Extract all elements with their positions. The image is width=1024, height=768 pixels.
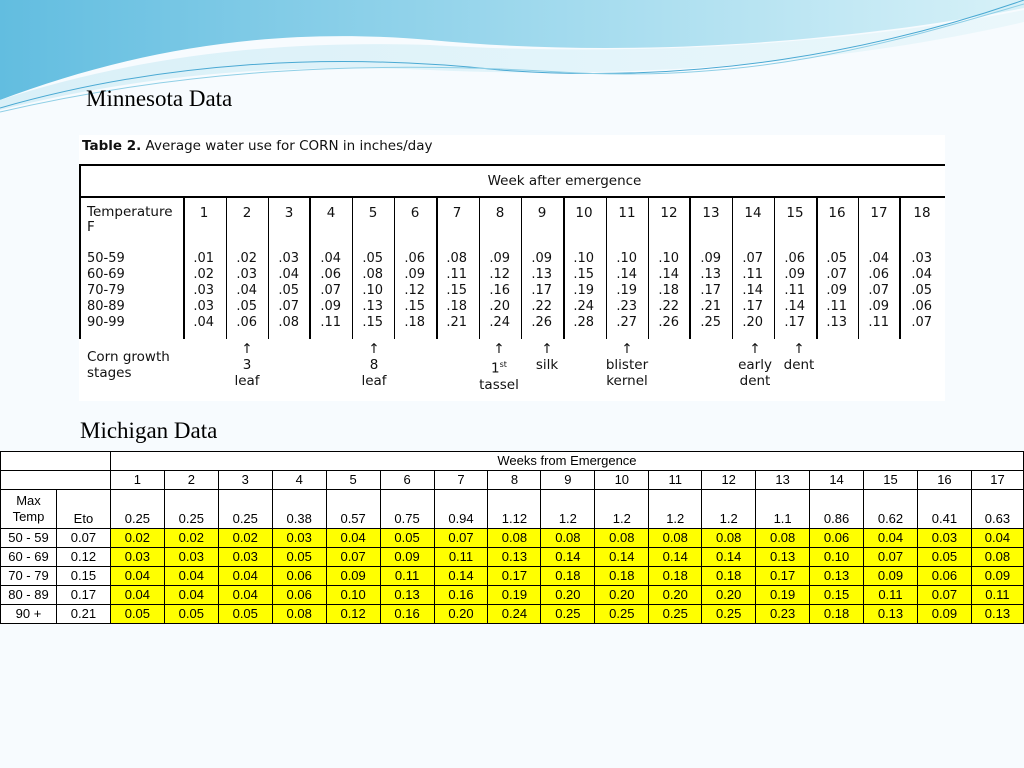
- week-header: 10: [595, 471, 649, 490]
- week-header: 13: [756, 471, 810, 490]
- table-rule-top: [79, 164, 945, 166]
- water-use-cell: 0.17: [756, 567, 810, 586]
- water-use-value: .18: [404, 315, 425, 330]
- water-use-cell: 0.14: [649, 548, 702, 567]
- stage-early-dent: ↑ early dent: [738, 341, 772, 389]
- water-use-cell: 0.02: [110, 529, 164, 548]
- water-use-value: .15: [362, 315, 383, 330]
- water-use-cell: 0.09: [380, 548, 434, 567]
- water-use-cell: 0.13: [971, 605, 1023, 624]
- water-use-cell: 0.08: [649, 529, 702, 548]
- water-use-value: .05: [278, 283, 299, 298]
- water-use-value: .23: [616, 299, 637, 314]
- water-use-value: .17: [784, 315, 805, 330]
- water-use-cell: 0.23: [756, 605, 810, 624]
- water-use-value: .14: [616, 267, 637, 282]
- week-header: 1: [199, 205, 209, 221]
- week-values-column: [607, 251, 637, 331]
- max-temp-range: 60 - 69: [1, 548, 57, 567]
- water-use-cell: 0.14: [434, 567, 488, 586]
- water-use-cell: 0.02: [164, 529, 218, 548]
- week-header: 6: [410, 205, 420, 221]
- max-temp-range: 50 - 59: [1, 529, 57, 548]
- caption-bold: Table 2.: [82, 138, 142, 154]
- weekly-eto-value: 0.25: [218, 490, 272, 529]
- water-use-value: .07: [868, 283, 889, 298]
- water-use-value: .21: [446, 315, 467, 330]
- eto-value: 0.07: [56, 529, 110, 548]
- weekly-eto-value: 1.1: [756, 490, 810, 529]
- water-use-cell: 0.06: [272, 567, 326, 586]
- week-header: 9: [541, 471, 595, 490]
- water-use-cell: 0.08: [971, 548, 1023, 567]
- week-header: 6: [380, 471, 434, 490]
- week-header: 4: [326, 205, 336, 221]
- water-use-value: .26: [658, 315, 679, 330]
- weekly-eto-value: 0.57: [326, 490, 380, 529]
- water-use-value: .07: [742, 251, 763, 266]
- water-use-value: .04: [193, 315, 214, 330]
- water-use-value: .07: [278, 299, 299, 314]
- weekly-eto-value: 0.25: [164, 490, 218, 529]
- water-use-cell: 0.25: [595, 605, 649, 624]
- water-use-value: .13: [700, 267, 721, 282]
- water-use-value: .18: [446, 299, 467, 314]
- table-row: [1, 548, 1024, 567]
- water-use-value: .09: [489, 251, 510, 266]
- range: 60-69: [87, 267, 125, 282]
- water-use-value: .09: [868, 299, 889, 314]
- corner-cell: [1, 471, 111, 490]
- water-use-value: .10: [658, 251, 679, 266]
- water-use-cell: 0.08: [702, 529, 756, 548]
- stage-3-leaf: ↑ 3 leaf: [234, 341, 260, 389]
- water-use-value: .14: [784, 299, 805, 314]
- temperature-label-line1: Temperature: [87, 204, 173, 220]
- water-use-cell: 0.13: [488, 548, 541, 567]
- week-values-column: [437, 251, 467, 331]
- water-use-cell: 0.14: [595, 548, 649, 567]
- range: 70-79: [87, 283, 125, 298]
- water-use-cell: 0.18: [541, 567, 595, 586]
- minnesota-table: [79, 135, 945, 401]
- stage-silk: ↑ silk: [535, 341, 559, 373]
- week-header: 2: [242, 205, 252, 221]
- water-use-cell: 0.05: [380, 529, 434, 548]
- water-use-cell: 0.03: [218, 548, 272, 567]
- water-use-value: .06: [868, 267, 889, 282]
- water-use-cell: 0.04: [110, 586, 164, 605]
- week-header: 7: [434, 471, 488, 490]
- up-arrow-icon: ↑: [749, 341, 761, 357]
- weekly-eto-value: 1.2: [702, 490, 756, 529]
- week-header: 11: [618, 205, 636, 221]
- water-use-value: .04: [236, 283, 257, 298]
- water-use-value: .09: [700, 251, 721, 266]
- up-arrow-icon: ↑: [793, 341, 805, 357]
- water-use-value: .08: [278, 315, 299, 330]
- water-use-value: .12: [489, 267, 510, 282]
- water-use-value: .04: [868, 251, 889, 266]
- max-temp-label: Max Temp: [1, 490, 57, 529]
- water-use-cell: 0.17: [488, 567, 541, 586]
- week-header: 8: [495, 205, 505, 221]
- weekly-eto-value: 0.38: [272, 490, 326, 529]
- water-use-value: .10: [362, 283, 383, 298]
- michigan-table: [0, 451, 1024, 624]
- water-use-cell: 0.09: [971, 567, 1023, 586]
- week-values-column: [395, 251, 425, 331]
- week-header: 14: [744, 205, 762, 221]
- water-use-value: .10: [573, 251, 594, 266]
- table-row: [1, 586, 1024, 605]
- water-use-cell: 0.16: [434, 586, 488, 605]
- water-use-cell: 0.14: [541, 548, 595, 567]
- water-use-cell: 0.13: [864, 605, 918, 624]
- week-values-column: [564, 251, 594, 331]
- water-use-cell: 0.09: [326, 567, 380, 586]
- week-header: 10: [575, 205, 593, 221]
- water-use-value: .05: [826, 251, 847, 266]
- water-use-value: .06: [404, 251, 425, 266]
- water-use-value: .11: [868, 315, 889, 330]
- water-use-cell: 0.06: [917, 567, 971, 586]
- weekly-eto-value: 0.86: [810, 490, 864, 529]
- water-use-value: .14: [742, 283, 763, 298]
- up-arrow-icon: ↑: [368, 341, 380, 357]
- water-use-cell: 0.02: [218, 529, 272, 548]
- water-use-value: .15: [573, 267, 594, 282]
- week-header: 2: [164, 471, 218, 490]
- week-header: 1: [110, 471, 164, 490]
- week-values-column: [817, 251, 847, 331]
- michigan-heading: Michigan Data: [80, 418, 218, 443]
- water-use-cell: 0.19: [488, 586, 541, 605]
- weekly-eto-value: 1.2: [541, 490, 595, 529]
- week-header: 14: [810, 471, 864, 490]
- water-use-cell: 0.18: [810, 605, 864, 624]
- weekly-eto-value: 1.12: [488, 490, 541, 529]
- water-use-value: .20: [742, 315, 763, 330]
- week-values-column: [775, 251, 805, 331]
- week-header: 4: [272, 471, 326, 490]
- water-use-cell: 0.12: [326, 605, 380, 624]
- water-use-cell: 0.25: [702, 605, 756, 624]
- water-use-cell: 0.20: [541, 586, 595, 605]
- weeks-from-emergence-title: Weeks from Emergence: [110, 452, 1023, 471]
- water-use-value: .24: [489, 315, 510, 330]
- week-header: 9: [537, 205, 547, 221]
- water-use-value: .20: [489, 299, 510, 314]
- weekly-eto-value: 0.75: [380, 490, 434, 529]
- water-use-value: .03: [193, 283, 214, 298]
- water-use-value: .17: [700, 283, 721, 298]
- water-use-value: .18: [658, 283, 679, 298]
- table-row: [1, 567, 1024, 586]
- water-use-cell: 0.03: [272, 529, 326, 548]
- water-use-cell: 0.08: [595, 529, 649, 548]
- weekly-eto-value: 0.63: [971, 490, 1023, 529]
- water-use-value: .14: [658, 267, 679, 282]
- water-use-value: .11: [784, 283, 805, 298]
- week-header: 18: [913, 205, 931, 221]
- water-use-value: .11: [320, 315, 341, 330]
- week-values-column: [311, 251, 341, 331]
- week-header: 5: [326, 471, 380, 490]
- water-use-value: .06: [320, 267, 341, 282]
- table-border-left: [79, 164, 81, 339]
- week-values-column: [649, 251, 679, 331]
- week-values-column: [691, 251, 721, 331]
- water-use-value: .22: [531, 299, 552, 314]
- water-use-value: .17: [531, 283, 552, 298]
- corn-growth-stages-label: Corn growth stages: [87, 349, 170, 381]
- eto-label: Eto: [56, 490, 110, 529]
- water-use-cell: 0.08: [488, 529, 541, 548]
- water-use-cell: 0.04: [218, 586, 272, 605]
- water-use-cell: 0.07: [326, 548, 380, 567]
- week-header: 12: [660, 205, 678, 221]
- water-use-value: .07: [911, 315, 932, 330]
- week-header: 15: [864, 471, 918, 490]
- water-use-value: .08: [362, 267, 383, 282]
- water-use-value: .19: [573, 283, 594, 298]
- water-use-cell: 0.13: [756, 548, 810, 567]
- week-header: 16: [828, 205, 846, 221]
- up-arrow-icon: ↑: [493, 341, 505, 357]
- up-arrow-icon: ↑: [621, 341, 633, 357]
- weekly-eto-value: 1.2: [595, 490, 649, 529]
- water-use-cell: 0.19: [756, 586, 810, 605]
- eto-value: 0.12: [56, 548, 110, 567]
- water-use-cell: 0.18: [649, 567, 702, 586]
- water-use-cell: 0.25: [649, 605, 702, 624]
- weekly-eto-value: 0.25: [110, 490, 164, 529]
- water-use-value: .10: [616, 251, 637, 266]
- water-use-cell: 0.08: [756, 529, 810, 548]
- minnesota-heading: Minnesota Data: [86, 86, 233, 111]
- water-use-value: .09: [784, 267, 805, 282]
- water-use-value: .12: [404, 283, 425, 298]
- week-values-column: [733, 251, 763, 331]
- water-use-cell: 0.04: [326, 529, 380, 548]
- stage-blister-kernel: ↑ blister kernel: [605, 341, 649, 389]
- up-arrow-icon: ↑: [241, 341, 253, 357]
- up-arrow-icon: ↑: [541, 341, 553, 357]
- water-use-cell: 0.04: [110, 567, 164, 586]
- water-use-value: .28: [573, 315, 594, 330]
- eto-value: 0.17: [56, 586, 110, 605]
- water-use-cell: 0.20: [434, 605, 488, 624]
- water-use-value: .05: [362, 251, 383, 266]
- eto-value: 0.15: [56, 567, 110, 586]
- water-use-cell: 0.04: [971, 529, 1023, 548]
- water-use-cell: 0.05: [218, 605, 272, 624]
- water-use-cell: 0.04: [164, 567, 218, 586]
- week-values-column: [859, 251, 889, 331]
- temperature-label-line2: F: [87, 219, 95, 235]
- water-use-value: .09: [320, 299, 341, 314]
- water-use-value: .04: [320, 251, 341, 266]
- water-use-value: .15: [446, 283, 467, 298]
- water-use-value: .24: [573, 299, 594, 314]
- water-use-value: .11: [742, 267, 763, 282]
- water-use-value: .25: [700, 315, 721, 330]
- max-temp-range: 90 +: [1, 605, 57, 624]
- week-values-column: [353, 251, 383, 331]
- weekly-eto-value: 0.41: [917, 490, 971, 529]
- water-use-cell: 0.11: [864, 586, 918, 605]
- water-use-value: .02: [193, 267, 214, 282]
- water-use-value: .02: [236, 251, 257, 266]
- water-use-value: .09: [404, 267, 425, 282]
- water-use-cell: 0.08: [541, 529, 595, 548]
- water-use-value: .06: [236, 315, 257, 330]
- water-use-value: .05: [236, 299, 257, 314]
- table-row: [1, 605, 1024, 624]
- week-header: 12: [702, 471, 756, 490]
- water-use-value: .03: [236, 267, 257, 282]
- caption-text: Average water use for CORN in inches/day: [141, 138, 433, 154]
- water-use-cell: 0.05: [110, 605, 164, 624]
- week-header: 5: [368, 205, 378, 221]
- week-values-column: [902, 251, 932, 331]
- water-use-value: .06: [911, 299, 932, 314]
- water-use-value: .03: [911, 251, 932, 266]
- water-use-value: .13: [826, 315, 847, 330]
- water-use-value: .08: [446, 251, 467, 266]
- water-use-cell: 0.24: [488, 605, 541, 624]
- temperature-label: [87, 205, 173, 235]
- water-use-value: .11: [446, 267, 467, 282]
- week-header: 17: [870, 205, 888, 221]
- stage-8-leaf: ↑ 8 leaf: [361, 341, 387, 389]
- water-use-cell: 0.20: [595, 586, 649, 605]
- water-use-cell: 0.05: [164, 605, 218, 624]
- water-use-cell: 0.04: [218, 567, 272, 586]
- water-use-cell: 0.03: [110, 548, 164, 567]
- water-use-cell: 0.11: [380, 567, 434, 586]
- week-values-column: [184, 251, 214, 331]
- weekly-eto-value: 0.94: [434, 490, 488, 529]
- week-values-column: [522, 251, 552, 331]
- water-use-value: .05: [911, 283, 932, 298]
- eto-value: 0.21: [56, 605, 110, 624]
- temperature-ranges: [87, 251, 125, 331]
- water-use-cell: 0.10: [810, 548, 864, 567]
- week-header: 8: [488, 471, 541, 490]
- water-use-value: .07: [320, 283, 341, 298]
- water-use-cell: 0.20: [702, 586, 756, 605]
- water-use-cell: 0.09: [917, 605, 971, 624]
- water-use-cell: 0.06: [272, 586, 326, 605]
- range: 90-99: [87, 315, 125, 330]
- water-use-cell: 0.06: [810, 529, 864, 548]
- water-use-value: .03: [193, 299, 214, 314]
- water-use-value: .17: [742, 299, 763, 314]
- water-use-value: .13: [362, 299, 383, 314]
- water-use-value: .03: [278, 251, 299, 266]
- week-values-column: [480, 251, 510, 331]
- water-use-cell: 0.05: [272, 548, 326, 567]
- week-header: 11: [649, 471, 702, 490]
- water-use-cell: 0.13: [380, 586, 434, 605]
- water-use-cell: 0.14: [702, 548, 756, 567]
- range: 80-89: [87, 299, 125, 314]
- water-use-cell: 0.04: [164, 586, 218, 605]
- water-use-value: .06: [784, 251, 805, 266]
- water-use-value: .15: [404, 299, 425, 314]
- week-header: 17: [971, 471, 1023, 490]
- water-use-value: .09: [531, 251, 552, 266]
- corner-cell: [1, 452, 111, 471]
- minnesota-table-caption: [82, 138, 433, 154]
- water-use-value: .13: [531, 267, 552, 282]
- water-use-cell: 0.11: [971, 586, 1023, 605]
- water-use-cell: 0.15: [810, 586, 864, 605]
- water-use-value: .26: [531, 315, 552, 330]
- water-use-cell: 0.20: [649, 586, 702, 605]
- water-use-cell: 0.07: [917, 586, 971, 605]
- water-use-cell: 0.13: [810, 567, 864, 586]
- week-values-column: [269, 251, 299, 331]
- water-use-value: .19: [616, 283, 637, 298]
- week-header: 15: [786, 205, 804, 221]
- week-header: 13: [702, 205, 720, 221]
- stage-first-tassel: ↑ 1st tassel: [479, 341, 519, 393]
- table-row: [1, 529, 1024, 548]
- water-use-value: .27: [616, 315, 637, 330]
- water-use-cell: 0.03: [917, 529, 971, 548]
- water-use-value: .22: [658, 299, 679, 314]
- water-use-value: .04: [278, 267, 299, 282]
- water-use-value: .21: [700, 299, 721, 314]
- water-use-value: .09: [826, 283, 847, 298]
- water-use-cell: 0.08: [272, 605, 326, 624]
- water-use-cell: 0.05: [917, 548, 971, 567]
- week-header: 3: [284, 205, 294, 221]
- water-use-value: .04: [911, 267, 932, 282]
- water-use-cell: 0.25: [541, 605, 595, 624]
- water-use-cell: 0.11: [434, 548, 488, 567]
- water-use-cell: 0.10: [326, 586, 380, 605]
- water-use-cell: 0.04: [864, 529, 918, 548]
- water-use-cell: 0.07: [434, 529, 488, 548]
- week-header: 7: [452, 205, 462, 221]
- weekly-eto-value: 0.62: [864, 490, 918, 529]
- water-use-value: .01: [193, 251, 214, 266]
- week-values-column: [227, 251, 257, 331]
- water-use-cell: 0.07: [864, 548, 918, 567]
- water-use-cell: 0.03: [164, 548, 218, 567]
- week-header: 16: [917, 471, 971, 490]
- week-after-emergence-title: Week after emergence: [487, 173, 642, 189]
- weekly-eto-value: 1.2: [649, 490, 702, 529]
- water-use-cell: 0.09: [864, 567, 918, 586]
- water-use-value: .07: [826, 267, 847, 282]
- water-use-cell: 0.16: [380, 605, 434, 624]
- water-use-value: .16: [489, 283, 510, 298]
- range: 50-59: [87, 251, 125, 266]
- water-use-cell: 0.18: [595, 567, 649, 586]
- stage-dent: ↑ dent: [783, 341, 815, 373]
- water-use-value: .11: [826, 299, 847, 314]
- week-header: 3: [218, 471, 272, 490]
- water-use-cell: 0.18: [702, 567, 756, 586]
- max-temp-range: 80 - 89: [1, 586, 57, 605]
- max-temp-range: 70 - 79: [1, 567, 57, 586]
